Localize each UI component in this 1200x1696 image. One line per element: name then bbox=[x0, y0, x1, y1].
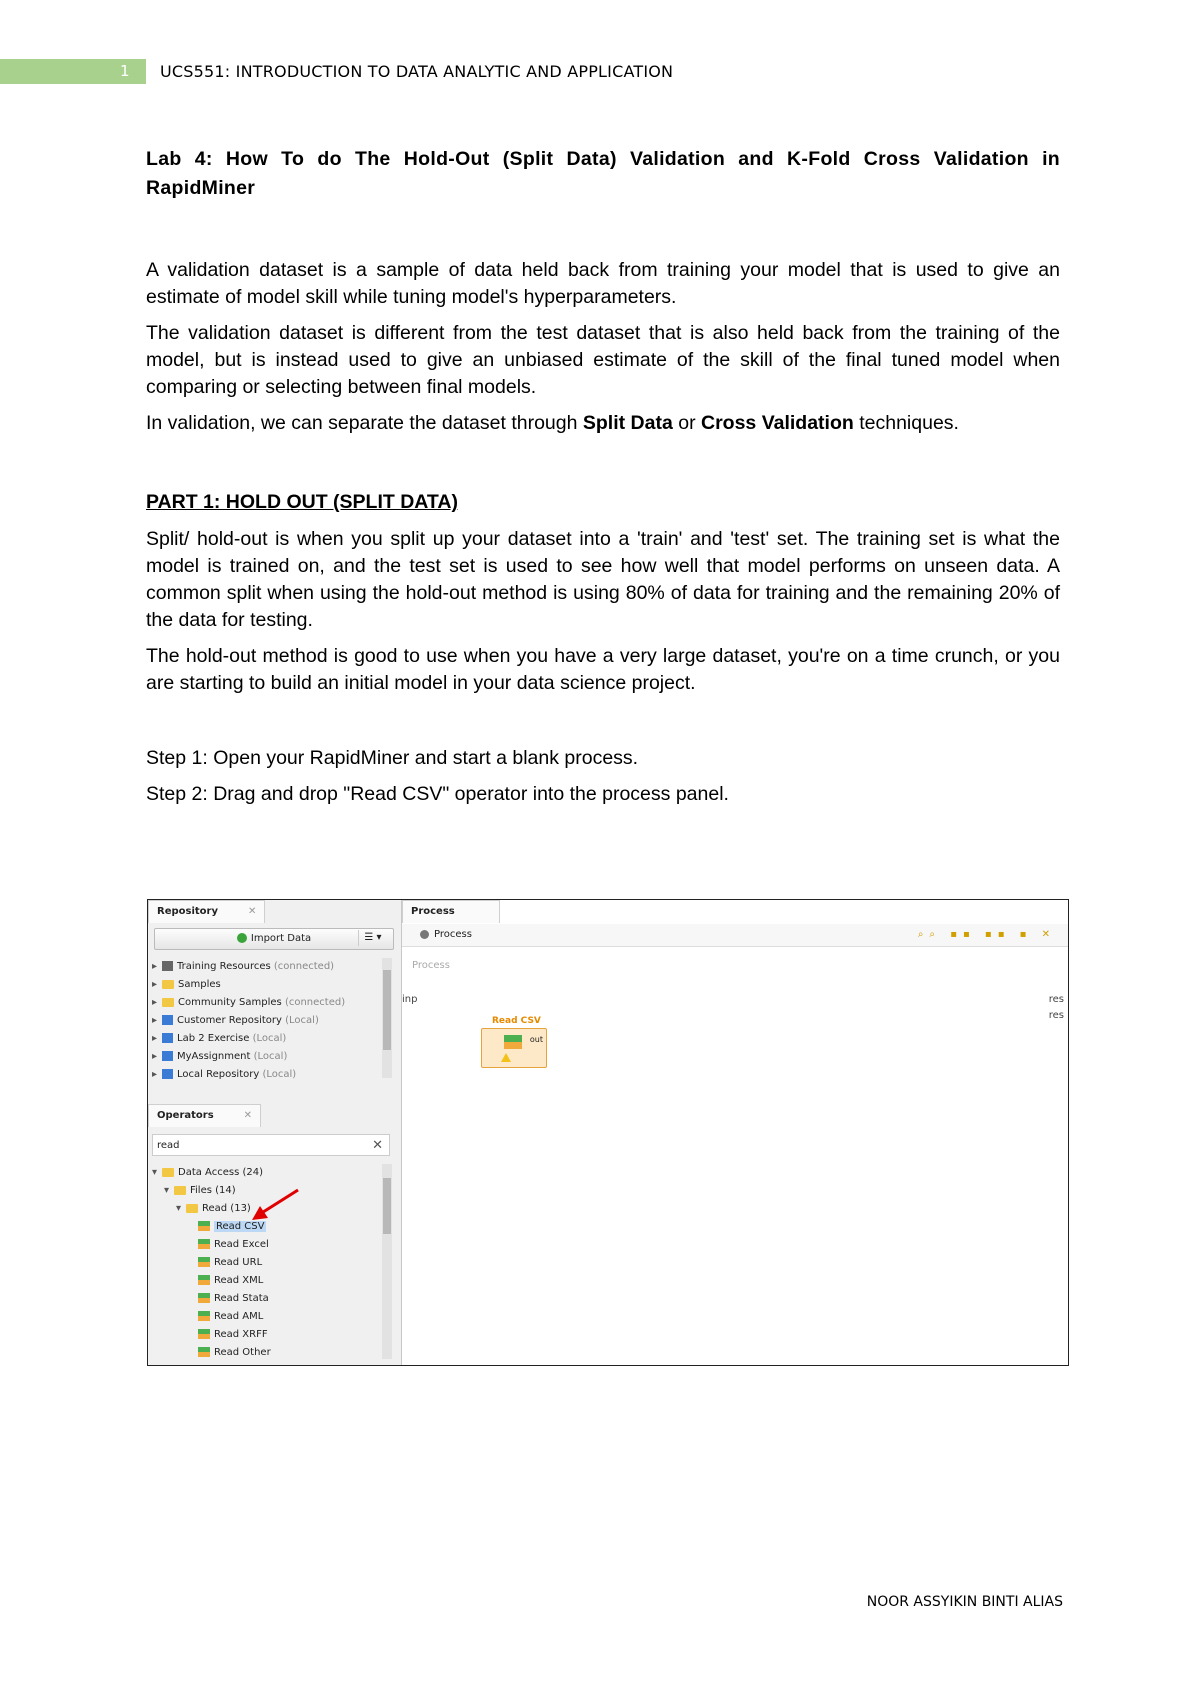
result-port[interactable]: res bbox=[1048, 1010, 1064, 1021]
read-csv-operator-title: Read CSV bbox=[492, 1016, 541, 1026]
result-port[interactable]: res bbox=[1048, 994, 1064, 1005]
read-csv-operator[interactable] bbox=[481, 1028, 547, 1068]
tree-files[interactable]: ▾ Files (14) bbox=[164, 1185, 236, 1196]
read-icon bbox=[504, 1035, 522, 1049]
operator-item[interactable]: Read Other bbox=[152, 1344, 384, 1362]
close-icon[interactable]: ✕ bbox=[248, 906, 257, 917]
step-1: Step 1: Open your RapidMiner and start a blank process. bbox=[146, 747, 639, 769]
input-port[interactable]: inp bbox=[402, 994, 418, 1005]
red-pointer-arrow-icon bbox=[148, 900, 401, 1365]
process-canvas-label: Process bbox=[412, 960, 450, 971]
document-body bbox=[146, 145, 1060, 817]
cross-validation-term: Cross Validation bbox=[701, 412, 854, 434]
split-data-term: Split Data bbox=[582, 412, 673, 434]
repo-item[interactable]: ▸ MyAssignment (Local) bbox=[152, 1051, 288, 1062]
toolbar-icons[interactable]: ⌕⌕ ▪▪ ▪▪ ▪ ✕ bbox=[917, 929, 1056, 940]
operator-search-input[interactable]: read ✕ bbox=[152, 1134, 390, 1156]
footer-author: NOOR ASSYIKIN BINTI ALIAS bbox=[866, 1594, 1063, 1610]
process-toolbar bbox=[402, 924, 1068, 947]
repo-item[interactable]: ▸ Community Samples (connected) bbox=[152, 997, 346, 1008]
repo-item[interactable]: ▸ Samples bbox=[152, 979, 221, 990]
course-title: UCS551: INTRODUCTION TO DATA ANALYTIC AND APPLICATION bbox=[160, 62, 674, 81]
intro-paragraph-1: A validation dataset is a sample of data held back from training your model that is used to give an estimate of model skill while tuning model's hyperparameters. bbox=[146, 259, 1060, 308]
repo-item[interactable]: ▸ Customer Repository (Local) bbox=[152, 1015, 319, 1026]
intro-p3-start: In validation, we can separate the dataset through bbox=[146, 412, 583, 434]
operator-item[interactable]: Read XRFF bbox=[152, 1326, 384, 1344]
operator-item[interactable]: Read URL bbox=[152, 1254, 384, 1272]
operator-item[interactable]: Read Excel bbox=[152, 1236, 384, 1254]
operator-item[interactable]: Read Stata bbox=[152, 1290, 384, 1308]
intro-paragraph-2: The validation dataset is different from the test dataset that is also held back from the training of the model, but is instead used to give an unbiased estimate of the skill of the final tuned model when comparing or selecting between final models. bbox=[146, 322, 1060, 398]
repo-item[interactable]: ▸ Lab 2 Exercise (Local) bbox=[152, 1033, 287, 1044]
clear-icon[interactable]: ✕ bbox=[372, 1138, 383, 1153]
tree-read[interactable]: ▾ Read (13) bbox=[176, 1203, 251, 1214]
tab-repository[interactable]: Repository ✕ bbox=[148, 900, 265, 923]
import-data-button[interactable]: Import Data bbox=[154, 928, 394, 950]
rapidminer-screenshot bbox=[147, 899, 1069, 1366]
intro-p3-end: techniques. bbox=[853, 412, 959, 434]
lab-title: Lab 4: How To do The Hold-Out (Split Data) Validation and K-Fold Cross Validation in RapidMiner bbox=[146, 148, 1060, 199]
operator-item[interactable]: Read AML bbox=[152, 1308, 384, 1326]
step-2: Step 2: Drag and drop "Read CSV" operator into the process panel. bbox=[146, 783, 729, 805]
repo-item[interactable]: ▸ Local Repository (Local) bbox=[152, 1069, 297, 1080]
process-panel bbox=[402, 900, 1068, 1365]
process-icon bbox=[420, 930, 429, 939]
part1-heading: PART 1: HOLD OUT (SPLIT DATA) bbox=[146, 491, 458, 513]
close-icon[interactable]: ✕ bbox=[243, 1110, 253, 1121]
tab-process[interactable]: Process bbox=[402, 900, 500, 923]
left-panel bbox=[148, 900, 402, 1365]
intro-p3-mid: or bbox=[672, 412, 701, 434]
process-breadcrumb[interactable]: Process bbox=[434, 929, 472, 940]
operator-read-csv[interactable]: Read CSV bbox=[152, 1218, 384, 1236]
menu-icon[interactable]: ☰ ▾ bbox=[358, 930, 387, 946]
part1-paragraph-1: Split/ hold-out is when you split up your dataset into a 'train' and 'test' set. The training set is what the model is trained on, and the test set is used to see how well that model performs on unseen data. A common split when using the hold-out method is using 80% of data for training and the remaining 20% of the data for testing. bbox=[146, 528, 1060, 631]
tree-data-access[interactable]: ▾ Data Access (24) bbox=[152, 1167, 263, 1178]
intro-paragraph-3 bbox=[146, 410, 1060, 437]
operator-item[interactable]: Read XML bbox=[152, 1272, 384, 1290]
part1-paragraph-2: The hold-out method is good to use when you have a very large dataset, you're on a time crunch, or you are starting to build an initial model in your data science project. bbox=[146, 645, 1060, 694]
operator-output-port[interactable]: out bbox=[529, 1035, 543, 1044]
page-number: 1 bbox=[120, 62, 130, 80]
tab-operators[interactable]: Operators ✕ bbox=[148, 1104, 261, 1127]
warning-icon bbox=[501, 1053, 511, 1062]
repo-item[interactable]: ▸ Training Resources (connected) bbox=[152, 961, 335, 972]
